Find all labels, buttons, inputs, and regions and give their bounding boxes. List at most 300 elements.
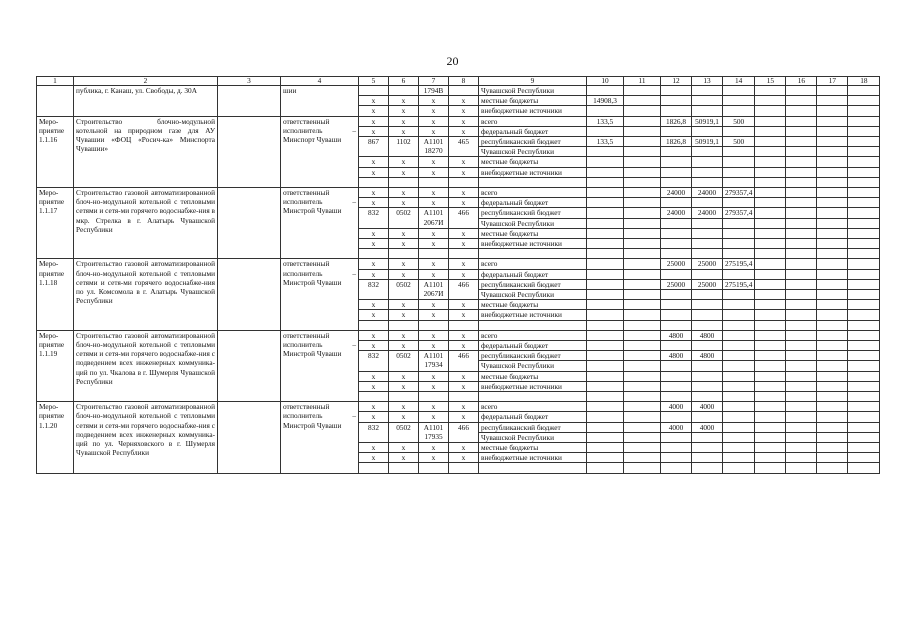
value-cell xyxy=(786,157,817,167)
value-cell xyxy=(624,259,661,269)
value-cell xyxy=(587,330,624,340)
empty-cell xyxy=(359,249,389,259)
value-cell xyxy=(848,218,880,228)
value-cell xyxy=(587,402,624,412)
empty-cell xyxy=(755,177,786,187)
source-label: внебюджетные источники xyxy=(479,453,587,463)
empty-cell xyxy=(848,249,880,259)
value-cell xyxy=(692,106,723,116)
value-cell xyxy=(692,310,723,320)
value-cell xyxy=(786,116,817,126)
value-cell xyxy=(723,453,755,463)
value-cell xyxy=(624,279,661,289)
value-cell xyxy=(848,443,880,453)
value-cell xyxy=(786,86,817,96)
value-cell xyxy=(661,96,692,106)
x-mark: x xyxy=(419,371,449,381)
empty-cell xyxy=(624,177,661,187)
x-mark: x xyxy=(449,381,479,391)
event-name-cell: Строительство газовой автоматизированной блоч-но-модульной котельной с тепловыми сетями и сетя-ми горячего водоснабже-ния в мкр. Стрелка в г. Алатырь Чувашской Республики xyxy=(74,188,218,259)
value-cell xyxy=(692,269,723,279)
value-cell xyxy=(755,157,786,167)
vr-code: 466 xyxy=(449,351,479,371)
value-cell xyxy=(755,330,786,340)
value-cell xyxy=(848,208,880,218)
x-mark: x xyxy=(359,198,389,208)
empty-cell xyxy=(624,463,661,473)
value-cell xyxy=(723,443,755,453)
column-number: 1 xyxy=(37,77,74,86)
empty-cell xyxy=(419,463,449,473)
value-cell: 275195,4 xyxy=(723,259,755,269)
value-cell xyxy=(723,310,755,320)
x-mark: x xyxy=(419,116,449,126)
executor-cell: ответственный исполнитель – Минстрой Чуваши xyxy=(281,330,359,401)
x-mark: x xyxy=(389,381,419,391)
vr-code: 465 xyxy=(449,137,479,157)
value-cell xyxy=(817,371,848,381)
value-cell xyxy=(661,157,692,167)
empty-cell xyxy=(587,249,624,259)
table-row xyxy=(37,402,880,412)
x-mark: x xyxy=(359,106,389,116)
value-cell: 279357,4 xyxy=(723,208,755,218)
column-number: 16 xyxy=(786,77,817,86)
value-cell xyxy=(848,188,880,198)
source-label: Чувашской Республики xyxy=(479,432,587,442)
value-cell xyxy=(661,412,692,422)
x-mark: x xyxy=(389,259,419,269)
x-mark: x xyxy=(449,116,479,126)
value-cell xyxy=(848,116,880,126)
value-cell xyxy=(786,300,817,310)
x-mark: x xyxy=(389,96,419,106)
value-cell xyxy=(587,239,624,249)
x-mark: x xyxy=(389,310,419,320)
value-cell xyxy=(661,269,692,279)
source-label: Чувашской Республики xyxy=(479,147,587,157)
vr-code: 466 xyxy=(449,208,479,228)
gr-code: 832 xyxy=(359,208,389,228)
empty-cell xyxy=(692,463,723,473)
vr-code: 466 xyxy=(449,422,479,442)
value-cell xyxy=(692,198,723,208)
value-cell xyxy=(661,432,692,442)
source-label: местные бюджеты xyxy=(479,157,587,167)
value-cell xyxy=(755,259,786,269)
column-number: 10 xyxy=(587,77,624,86)
value-cell xyxy=(755,381,786,391)
x-mark: x xyxy=(449,310,479,320)
event-name-cell: Строительство блочно-модульной котельной на природном газе для АУ Чувашии «ФОЦ «Росич-ка» Минспорта Чувашии» xyxy=(74,116,218,187)
column-number: 2 xyxy=(74,77,218,86)
x-mark: x xyxy=(449,167,479,177)
empty-cell xyxy=(817,249,848,259)
value-cell xyxy=(587,371,624,381)
source-label: республиканский бюджет xyxy=(479,208,587,218)
value-cell xyxy=(624,330,661,340)
value-cell xyxy=(624,126,661,136)
value-cell xyxy=(755,443,786,453)
value-cell xyxy=(624,106,661,116)
source-label: республиканский бюджет xyxy=(479,351,587,361)
value-cell xyxy=(624,381,661,391)
event-id-cell: Меро-приятие 1.1.19 xyxy=(37,330,74,401)
value-cell xyxy=(848,198,880,208)
empty-cell xyxy=(359,392,389,402)
value-cell xyxy=(755,269,786,279)
x-mark: x xyxy=(389,167,419,177)
x-mark: x xyxy=(389,239,419,249)
value-cell xyxy=(848,239,880,249)
table-row xyxy=(37,116,880,126)
value-cell xyxy=(723,371,755,381)
event-name-cell: публика, г. Канаш, ул. Свободы, д. 30А xyxy=(74,86,218,117)
empty-cell xyxy=(389,177,419,187)
value-cell xyxy=(661,167,692,177)
value-cell xyxy=(786,208,817,218)
x-mark: x xyxy=(419,412,449,422)
event-id-cell xyxy=(37,86,74,117)
x-mark: x xyxy=(449,453,479,463)
value-cell xyxy=(587,422,624,432)
value-cell: 279357,4 xyxy=(723,188,755,198)
empty-cell xyxy=(723,177,755,187)
value-cell xyxy=(624,432,661,442)
value-cell xyxy=(723,361,755,371)
empty-cell xyxy=(479,463,587,473)
empty-cell xyxy=(848,392,880,402)
executor-cell: ответственный исполнитель – Минспорт Чуваши xyxy=(281,116,359,187)
value-cell xyxy=(817,208,848,218)
value-cell xyxy=(624,290,661,300)
empty-cell xyxy=(449,392,479,402)
value-cell: 25000 xyxy=(661,279,692,289)
value-cell xyxy=(661,198,692,208)
value-cell: 133,5 xyxy=(587,116,624,126)
empty-cell xyxy=(723,249,755,259)
value-cell xyxy=(661,361,692,371)
table-row xyxy=(37,188,880,198)
value-cell xyxy=(624,137,661,147)
value-cell xyxy=(755,300,786,310)
value-cell xyxy=(587,208,624,218)
value-cell xyxy=(755,188,786,198)
value-cell xyxy=(723,198,755,208)
value-cell xyxy=(817,351,848,361)
empty-cell xyxy=(587,463,624,473)
value-cell xyxy=(723,341,755,351)
value-cell xyxy=(848,167,880,177)
value-cell xyxy=(587,188,624,198)
value-cell xyxy=(587,361,624,371)
value-cell xyxy=(723,218,755,228)
value-cell: 24000 xyxy=(661,208,692,218)
empty-cell xyxy=(661,177,692,187)
value-cell xyxy=(692,96,723,106)
x-mark: x xyxy=(419,259,449,269)
column-number: 7 xyxy=(419,77,449,86)
value-cell xyxy=(755,412,786,422)
value-cell xyxy=(692,290,723,300)
value-cell xyxy=(723,422,755,432)
empty-cell xyxy=(786,463,817,473)
value-cell xyxy=(786,310,817,320)
source-label: всего xyxy=(479,259,587,269)
empty-cell xyxy=(389,320,419,330)
value-cell xyxy=(624,228,661,238)
x-mark: x xyxy=(449,269,479,279)
x-mark: x xyxy=(419,106,449,116)
x-mark: x xyxy=(359,402,389,412)
value-cell xyxy=(723,157,755,167)
value-cell xyxy=(817,86,848,96)
value-cell xyxy=(786,106,817,116)
column-number: 18 xyxy=(848,77,880,86)
value-cell xyxy=(817,116,848,126)
x-mark: x xyxy=(419,341,449,351)
x-mark: x xyxy=(449,198,479,208)
value-cell xyxy=(624,147,661,157)
empty-cell xyxy=(661,320,692,330)
source-label: Чувашской Республики xyxy=(479,290,587,300)
value-cell xyxy=(755,198,786,208)
x-mark: x xyxy=(359,239,389,249)
value-cell xyxy=(786,269,817,279)
source-label: федеральный бюджет xyxy=(479,198,587,208)
value-cell xyxy=(661,147,692,157)
source-label: внебюджетные источники xyxy=(479,167,587,177)
value-cell xyxy=(661,371,692,381)
value-cell xyxy=(661,86,692,96)
column-number: 3 xyxy=(218,77,281,86)
value-cell xyxy=(817,157,848,167)
x-mark: x xyxy=(449,341,479,351)
value-cell xyxy=(587,351,624,361)
value-cell xyxy=(786,412,817,422)
source-label: федеральный бюджет xyxy=(479,412,587,422)
empty-cell xyxy=(755,392,786,402)
x-mark: x xyxy=(419,330,449,340)
source-label: Чувашской Республики xyxy=(479,218,587,228)
rz-code: 0502 xyxy=(389,422,419,442)
empty-cell xyxy=(587,392,624,402)
x-mark: x xyxy=(389,157,419,167)
x-mark: x xyxy=(419,443,449,453)
x-mark: x xyxy=(419,198,449,208)
value-cell xyxy=(624,239,661,249)
empty-cell xyxy=(218,330,281,401)
rz-code: 0502 xyxy=(389,351,419,371)
value-cell xyxy=(587,228,624,238)
column-number: 6 xyxy=(389,77,419,86)
empty-cell xyxy=(218,188,281,259)
value-cell xyxy=(786,188,817,198)
value-cell xyxy=(817,239,848,249)
value-cell xyxy=(661,126,692,136)
empty-cell xyxy=(817,463,848,473)
value-cell xyxy=(755,126,786,136)
empty-cell xyxy=(218,116,281,187)
empty-cell xyxy=(218,259,281,330)
vr-code: 466 xyxy=(449,279,479,299)
empty-cell xyxy=(449,249,479,259)
value-cell xyxy=(692,371,723,381)
value-cell xyxy=(848,290,880,300)
empty-cell xyxy=(661,249,692,259)
value-cell xyxy=(848,147,880,157)
value-cell xyxy=(786,381,817,391)
source-label: местные бюджеты xyxy=(479,443,587,453)
column-number: 13 xyxy=(692,77,723,86)
x-mark: x xyxy=(359,341,389,351)
value-cell xyxy=(786,279,817,289)
value-cell xyxy=(817,361,848,371)
x-mark: x xyxy=(449,300,479,310)
value-cell xyxy=(817,300,848,310)
column-number: 8 xyxy=(449,77,479,86)
x-mark: x xyxy=(359,310,389,320)
value-cell xyxy=(661,106,692,116)
value-cell xyxy=(692,157,723,167)
executor-cell: ответственный исполнитель – Минстрой Чуваши xyxy=(281,402,359,473)
value-cell xyxy=(786,228,817,238)
value-cell xyxy=(817,330,848,340)
csr-code: A1101 17934 xyxy=(419,351,449,371)
source-label: федеральный бюджет xyxy=(479,126,587,136)
value-cell xyxy=(848,402,880,412)
value-cell xyxy=(587,310,624,320)
x-mark: x xyxy=(449,228,479,238)
x-mark: x xyxy=(389,228,419,238)
value-cell xyxy=(755,239,786,249)
source-label: всего xyxy=(479,330,587,340)
value-cell xyxy=(786,422,817,432)
source-label: внебюджетные источники xyxy=(479,381,587,391)
value-cell xyxy=(624,310,661,320)
value-cell xyxy=(848,269,880,279)
x-mark: x xyxy=(389,371,419,381)
value-cell xyxy=(587,300,624,310)
value-cell xyxy=(786,443,817,453)
x-mark: x xyxy=(389,126,419,136)
value-cell xyxy=(786,371,817,381)
value-cell xyxy=(723,126,755,136)
source-label: республиканский бюджет xyxy=(479,137,587,147)
x-mark: x xyxy=(449,412,479,422)
value-cell xyxy=(848,310,880,320)
value-cell xyxy=(587,86,624,96)
empty-cell xyxy=(624,392,661,402)
value-cell xyxy=(817,147,848,157)
empty-cell xyxy=(848,177,880,187)
value-cell xyxy=(587,147,624,157)
event-id-cell: Меро-приятие 1.1.17 xyxy=(37,188,74,259)
value-cell: 24000 xyxy=(692,208,723,218)
x-mark: x xyxy=(359,330,389,340)
value-cell: 50919,1 xyxy=(692,116,723,126)
value-cell xyxy=(723,167,755,177)
value-cell xyxy=(786,432,817,442)
x-mark: x xyxy=(389,116,419,126)
value-cell xyxy=(848,300,880,310)
value-cell xyxy=(587,198,624,208)
value-cell xyxy=(786,259,817,269)
gr-code: 832 xyxy=(359,351,389,371)
x-mark: x xyxy=(419,239,449,249)
source-label: Чувашской Республики xyxy=(479,361,587,371)
value-cell xyxy=(723,239,755,249)
value-cell xyxy=(755,371,786,381)
value-cell xyxy=(692,443,723,453)
x-mark: x xyxy=(359,157,389,167)
value-cell: 4800 xyxy=(692,351,723,361)
empty-cell xyxy=(419,320,449,330)
empty-cell xyxy=(723,463,755,473)
empty-cell xyxy=(786,320,817,330)
value-cell: 24000 xyxy=(661,188,692,198)
value-cell xyxy=(624,341,661,351)
value-cell: 4800 xyxy=(692,330,723,340)
value-cell xyxy=(624,218,661,228)
x-mark: x xyxy=(389,341,419,351)
empty-cell xyxy=(661,463,692,473)
table-row xyxy=(37,259,880,269)
value-cell xyxy=(848,157,880,167)
value-cell xyxy=(786,126,817,136)
value-cell xyxy=(848,412,880,422)
x-mark: x xyxy=(449,106,479,116)
value-cell xyxy=(692,432,723,442)
empty-cell xyxy=(723,392,755,402)
value-cell xyxy=(661,443,692,453)
value-cell xyxy=(723,290,755,300)
x-mark: x xyxy=(359,228,389,238)
x-mark: x xyxy=(359,167,389,177)
value-cell xyxy=(624,157,661,167)
empty-cell xyxy=(624,249,661,259)
value-cell xyxy=(587,279,624,289)
value-cell xyxy=(848,259,880,269)
source-label: федеральный бюджет xyxy=(479,341,587,351)
source-label: местные бюджеты xyxy=(479,300,587,310)
value-cell xyxy=(755,279,786,289)
value-cell xyxy=(817,422,848,432)
value-cell xyxy=(817,453,848,463)
value-cell xyxy=(817,218,848,228)
value-cell: 14908,3 xyxy=(587,96,624,106)
x-mark: x xyxy=(419,188,449,198)
value-cell: 4000 xyxy=(661,422,692,432)
value-cell xyxy=(624,422,661,432)
value-cell xyxy=(624,361,661,371)
value-cell xyxy=(624,402,661,412)
value-cell xyxy=(848,137,880,147)
value-cell xyxy=(848,341,880,351)
empty-cell xyxy=(389,463,419,473)
value-cell xyxy=(692,126,723,136)
event-id-cell: Меро-приятие 1.1.16 xyxy=(37,116,74,187)
empty-cell xyxy=(359,177,389,187)
value-cell xyxy=(723,269,755,279)
value-cell xyxy=(786,341,817,351)
executor-cell: ответственный исполнитель – Минстрой Чуваши xyxy=(281,188,359,259)
value-cell xyxy=(848,228,880,238)
value-cell: 4000 xyxy=(692,422,723,432)
value-cell xyxy=(848,453,880,463)
value-cell xyxy=(755,402,786,412)
empty-cell xyxy=(848,463,880,473)
